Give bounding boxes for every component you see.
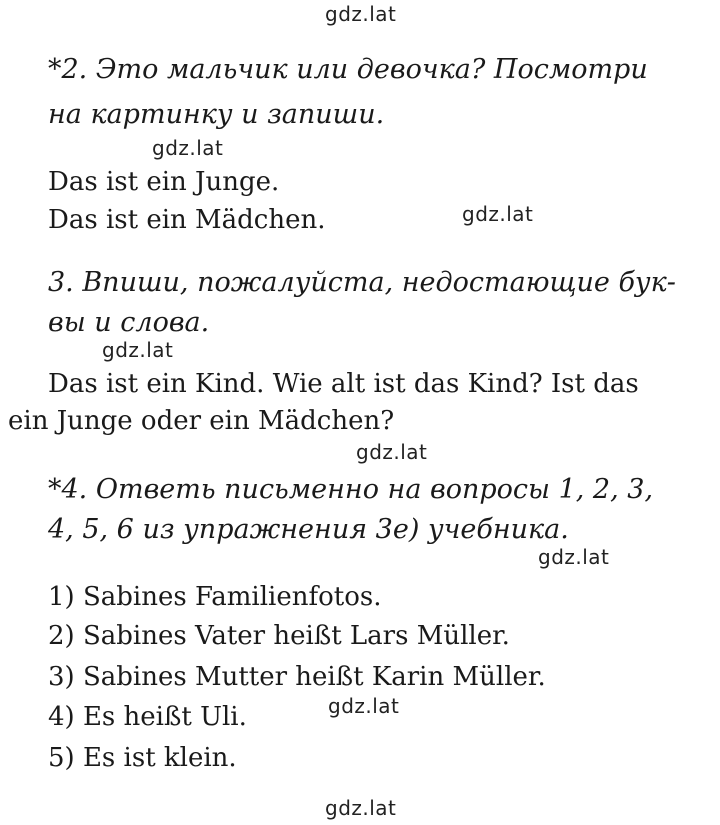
task4-title-line2: 4, 5, 6 из упражнения 3е) учебника. [48,514,569,545]
task2-answer-2: Das ist ein Mädchen. [48,205,326,235]
watermark: gdz.lat [328,694,400,718]
task2-title-line2: на картинку и запиши. [48,99,385,130]
task4-answer-5: 5) Es ist klein. [48,743,237,773]
watermark-bottom: gdz.lat [325,796,397,820]
task3-title-line2: вы и слова. [48,307,210,338]
task4-answer-4: 4) Es heißt Uli. [48,702,247,732]
watermark: gdz.lat [102,338,174,362]
watermark-top: gdz.lat [325,2,397,26]
watermark: gdz.lat [356,440,428,464]
task2-title-line1: *2. Это мальчик или девочка? Посмотри [48,54,648,85]
watermark: gdz.lat [462,202,534,226]
watermark: gdz.lat [538,545,610,569]
task4-answer-3: 3) Sabines Mutter heißt Karin Müller. [48,662,546,692]
task4-answer-2: 2) Sabines Vater heißt Lars Müller. [48,621,510,651]
task4-answer-1: 1) Sabines Familienfotos. [48,582,382,612]
task2-answer-1: Das ist ein Junge. [48,167,280,197]
task3-answer-line2: ein Junge oder ein Mädchen? [8,406,395,436]
task3-answer-line1: Das ist ein Kind. Wie alt ist das Kind? Ist das [48,369,639,399]
task4-title-line1: *4. Ответь письменно на вопросы 1, 2, 3, [48,474,654,505]
task3-title-line1: 3. Впиши, пожалуйста, недостающие бук- [48,267,676,298]
watermark: gdz.lat [152,136,224,160]
